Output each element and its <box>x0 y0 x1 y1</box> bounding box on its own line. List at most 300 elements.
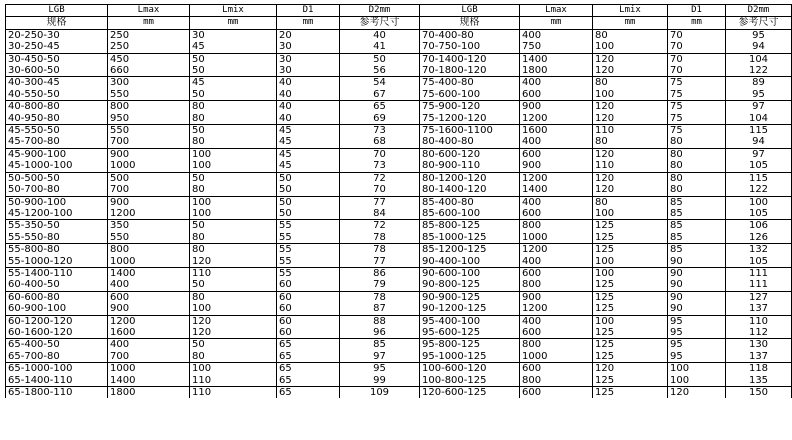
cell-lmax-left: 660 <box>108 65 190 77</box>
cell-lmax-right: 1400 <box>520 53 593 65</box>
cell-d1-left: 30 <box>277 41 340 53</box>
cell-d1-right: 90 <box>668 291 726 303</box>
cell-lgb-right: 90-900-125 <box>420 291 520 303</box>
cell-lmax-right: 1200 <box>520 113 593 125</box>
cell-lmix-left: 100 <box>190 196 277 208</box>
cell-lmax-left: 800 <box>108 101 190 113</box>
cell-lmax-right: 600 <box>520 148 593 160</box>
table-row <box>6 351 792 363</box>
cell-d1-left: 40 <box>277 89 340 101</box>
cell-lmix-left: 80 <box>190 136 277 148</box>
table-row <box>6 125 792 137</box>
table-row <box>6 136 792 148</box>
header-unit-lmix-right: mm <box>593 17 668 29</box>
cell-d2-left: 40 <box>340 29 420 41</box>
header-unit-lgb-left: 规格 <box>6 17 108 29</box>
header-lmix-right: Lmix <box>593 5 668 17</box>
cell-d2-right: 104 <box>726 113 792 125</box>
cell-lmix-left: 120 <box>190 256 277 268</box>
cell-lmax-left: 550 <box>108 125 190 137</box>
header-unit-lgb-right: 规格 <box>420 17 520 29</box>
cell-d2-left: 86 <box>340 267 420 279</box>
cell-lmix-left: 80 <box>190 101 277 113</box>
cell-lmax-left: 900 <box>108 303 190 315</box>
cell-lmix-right: 100 <box>593 89 668 101</box>
cell-d1-left: 50 <box>277 196 340 208</box>
cell-lmax-right: 800 <box>520 279 593 291</box>
cell-lmax-left: 1800 <box>108 387 190 399</box>
cell-lgb-right: 90-800-125 <box>420 279 520 291</box>
table-row <box>6 220 792 232</box>
header-lgb-left: LGB <box>6 5 108 17</box>
header-unit-lmix-left: mm <box>190 17 277 29</box>
table-row <box>6 53 792 65</box>
cell-lmax-left: 350 <box>108 220 190 232</box>
cell-lmix-right: 125 <box>593 375 668 387</box>
cell-lgb-right: 70-1400-120 <box>420 53 520 65</box>
cell-lgb-left: 40-550-50 <box>6 89 108 101</box>
cell-lgb-right: 75-900-120 <box>420 101 520 113</box>
cell-d2-right: 100 <box>726 196 792 208</box>
cell-lmax-right: 900 <box>520 291 593 303</box>
cell-d1-left: 60 <box>277 303 340 315</box>
cell-d1-right: 75 <box>668 89 726 101</box>
cell-d1-left: 40 <box>277 113 340 125</box>
cell-lmix-right: 125 <box>593 220 668 232</box>
cell-d2-right: 137 <box>726 303 792 315</box>
cell-lgb-left: 30-250-45 <box>6 41 108 53</box>
cell-d1-left: 60 <box>277 315 340 327</box>
cell-d2-right: 126 <box>726 232 792 244</box>
table-row <box>6 208 792 220</box>
cell-lmax-left: 300 <box>108 77 190 89</box>
table-row <box>6 291 792 303</box>
cell-lmix-left: 30 <box>190 29 277 41</box>
table-row <box>6 315 792 327</box>
cell-lmix-left: 50 <box>190 339 277 351</box>
cell-d1-right: 80 <box>668 160 726 172</box>
cell-d2-left: 99 <box>340 375 420 387</box>
cell-lmax-right: 400 <box>520 196 593 208</box>
cell-lmix-right: 120 <box>593 363 668 375</box>
cell-d2-left: 67 <box>340 89 420 101</box>
cell-d2-right: 97 <box>726 101 792 113</box>
cell-lgb-right: 80-600-120 <box>420 148 520 160</box>
cell-lmax-right: 400 <box>520 315 593 327</box>
cell-lmax-right: 900 <box>520 160 593 172</box>
cell-lgb-left: 50-900-100 <box>6 196 108 208</box>
cell-d1-left: 65 <box>277 339 340 351</box>
cell-d2-right: 115 <box>726 125 792 137</box>
cell-lgb-right: 85-400-80 <box>420 196 520 208</box>
spec-table-container <box>5 4 779 398</box>
cell-d2-left: 95 <box>340 363 420 375</box>
cell-d1-left: 55 <box>277 232 340 244</box>
cell-d1-left: 45 <box>277 148 340 160</box>
cell-d2-right: 135 <box>726 375 792 387</box>
table-header <box>6 5 792 30</box>
cell-d2-right: 122 <box>726 184 792 196</box>
cell-d1-right: 70 <box>668 29 726 41</box>
table-row <box>6 148 792 160</box>
cell-lmix-right: 80 <box>593 77 668 89</box>
cell-lmax-right: 1200 <box>520 244 593 256</box>
cell-lmax-right: 600 <box>520 363 593 375</box>
cell-d1-right: 95 <box>668 351 726 363</box>
cell-d1-right: 75 <box>668 77 726 89</box>
cell-lmax-right: 1800 <box>520 65 593 77</box>
cell-d2-left: 78 <box>340 291 420 303</box>
cell-d2-left: 96 <box>340 327 420 339</box>
cell-d1-left: 40 <box>277 77 340 89</box>
cell-lgb-right: 90-400-100 <box>420 256 520 268</box>
cell-d2-right: 115 <box>726 172 792 184</box>
cell-lgb-right: 95-400-100 <box>420 315 520 327</box>
cell-d1-left: 60 <box>277 291 340 303</box>
header-lmax-right: Lmax <box>520 5 593 17</box>
cell-lmix-left: 100 <box>190 363 277 375</box>
cell-d1-right: 90 <box>668 256 726 268</box>
cell-lmix-left: 80 <box>190 184 277 196</box>
cell-lgb-left: 60-400-50 <box>6 279 108 291</box>
cell-lmix-left: 50 <box>190 172 277 184</box>
table-row <box>6 113 792 125</box>
cell-lgb-left: 50-700-80 <box>6 184 108 196</box>
cell-d1-left: 40 <box>277 101 340 113</box>
table-row <box>6 89 792 101</box>
table-row <box>6 244 792 256</box>
cell-d2-left: 72 <box>340 220 420 232</box>
cell-lmax-right: 400 <box>520 136 593 148</box>
cell-d2-left: 79 <box>340 279 420 291</box>
cell-lmax-left: 1000 <box>108 160 190 172</box>
cell-d1-left: 55 <box>277 256 340 268</box>
cell-d2-left: 84 <box>340 208 420 220</box>
cell-lmax-left: 550 <box>108 232 190 244</box>
cell-d1-left: 45 <box>277 136 340 148</box>
header-unit-d2-left: 参考尺寸 <box>340 17 420 29</box>
cell-lgb-left: 65-1000-100 <box>6 363 108 375</box>
cell-d2-right: 95 <box>726 89 792 101</box>
cell-d1-left: 20 <box>277 29 340 41</box>
cell-d1-right: 90 <box>668 279 726 291</box>
cell-lmax-right: 800 <box>520 220 593 232</box>
cell-lgb-right: 85-800-125 <box>420 220 520 232</box>
table-row <box>6 256 792 268</box>
table-row <box>6 232 792 244</box>
cell-d2-right: 111 <box>726 279 792 291</box>
cell-lmax-right: 1200 <box>520 172 593 184</box>
cell-d2-left: 87 <box>340 303 420 315</box>
cell-d2-right: 110 <box>726 315 792 327</box>
cell-lgb-left: 40-800-80 <box>6 101 108 113</box>
cell-lmix-right: 120 <box>593 184 668 196</box>
cell-lmax-right: 800 <box>520 375 593 387</box>
cell-lmix-left: 110 <box>190 375 277 387</box>
table-body <box>6 29 792 398</box>
cell-lmix-right: 125 <box>593 339 668 351</box>
cell-d2-right: 95 <box>726 29 792 41</box>
header-lgb-right: LGB <box>420 5 520 17</box>
cell-lmax-right: 600 <box>520 208 593 220</box>
cell-lmix-left: 100 <box>190 303 277 315</box>
cell-lmax-left: 800 <box>108 244 190 256</box>
cell-lmix-left: 50 <box>190 53 277 65</box>
cell-lgb-left: 40-950-80 <box>6 113 108 125</box>
header-unit-lmax-left: mm <box>108 17 190 29</box>
cell-lmix-left: 80 <box>190 291 277 303</box>
header-d2-left: D2mm <box>340 5 420 17</box>
cell-lgb-left: 30-600-50 <box>6 65 108 77</box>
cell-d1-right: 70 <box>668 41 726 53</box>
cell-d2-right: 105 <box>726 160 792 172</box>
table-row <box>6 363 792 375</box>
cell-lgb-right: 80-1200-120 <box>420 172 520 184</box>
header-d1-right: D1 <box>668 5 726 17</box>
cell-lgb-right: 120-600-125 <box>420 387 520 399</box>
cell-lgb-right: 100-600-120 <box>420 363 520 375</box>
cell-lmax-right: 600 <box>520 387 593 399</box>
cell-lgb-left: 60-1200-120 <box>6 315 108 327</box>
cell-lmix-right: 125 <box>593 387 668 399</box>
cell-d2-left: 70 <box>340 184 420 196</box>
cell-lmix-right: 120 <box>593 101 668 113</box>
cell-lmix-left: 50 <box>190 65 277 77</box>
cell-lmix-left: 45 <box>190 77 277 89</box>
cell-lmax-right: 1000 <box>520 232 593 244</box>
cell-lgb-right: 85-600-100 <box>420 208 520 220</box>
cell-lmix-left: 45 <box>190 41 277 53</box>
cell-d1-right: 80 <box>668 184 726 196</box>
cell-lgb-left: 55-800-80 <box>6 244 108 256</box>
cell-d2-right: 111 <box>726 267 792 279</box>
cell-d2-right: 112 <box>726 327 792 339</box>
cell-lmix-right: 120 <box>593 148 668 160</box>
cell-d1-left: 50 <box>277 208 340 220</box>
cell-lmix-left: 120 <box>190 315 277 327</box>
cell-d2-right: 130 <box>726 339 792 351</box>
cell-d1-right: 75 <box>668 125 726 137</box>
cell-lgb-left: 55-1400-110 <box>6 267 108 279</box>
cell-d1-right: 80 <box>668 136 726 148</box>
cell-lgb-left: 65-700-80 <box>6 351 108 363</box>
cell-d2-left: 78 <box>340 232 420 244</box>
cell-lgb-right: 90-1200-125 <box>420 303 520 315</box>
cell-d2-right: 137 <box>726 351 792 363</box>
cell-d1-left: 45 <box>277 125 340 137</box>
cell-d2-right: 94 <box>726 136 792 148</box>
header-unit-d2-right: 参考尺寸 <box>726 17 792 29</box>
table-row <box>6 65 792 77</box>
cell-lmix-left: 100 <box>190 208 277 220</box>
cell-d1-left: 60 <box>277 279 340 291</box>
cell-lmax-left: 600 <box>108 291 190 303</box>
cell-lmix-right: 125 <box>593 279 668 291</box>
table-row <box>6 77 792 89</box>
cell-lmax-left: 1400 <box>108 267 190 279</box>
header-unit-d1-right: mm <box>668 17 726 29</box>
cell-d2-left: 73 <box>340 160 420 172</box>
cell-lmax-left: 700 <box>108 184 190 196</box>
cell-lgb-left: 45-900-100 <box>6 148 108 160</box>
cell-lmix-left: 80 <box>190 244 277 256</box>
table-row <box>6 387 792 399</box>
cell-lmix-left: 100 <box>190 148 277 160</box>
cell-lmix-right: 120 <box>593 172 668 184</box>
cell-lgb-left: 45-1000-100 <box>6 160 108 172</box>
cell-lgb-left: 55-550-80 <box>6 232 108 244</box>
cell-d1-right: 75 <box>668 113 726 125</box>
header-d2-right: D2mm <box>726 5 792 17</box>
cell-lmax-left: 1400 <box>108 375 190 387</box>
cell-lgb-right: 80-400-80 <box>420 136 520 148</box>
cell-lmix-right: 125 <box>593 291 668 303</box>
header-row-labels <box>6 5 792 17</box>
cell-lmix-right: 125 <box>593 303 668 315</box>
cell-d1-left: 65 <box>277 375 340 387</box>
cell-lgb-left: 65-1800-110 <box>6 387 108 399</box>
cell-lmix-right: 80 <box>593 29 668 41</box>
cell-lgb-left: 20-250-30 <box>6 29 108 41</box>
cell-lgb-right: 90-600-100 <box>420 267 520 279</box>
cell-lmax-left: 400 <box>108 279 190 291</box>
cell-lmax-right: 1000 <box>520 351 593 363</box>
cell-lmix-left: 50 <box>190 279 277 291</box>
cell-lgb-left: 40-300-45 <box>6 77 108 89</box>
cell-lmix-left: 80 <box>190 113 277 125</box>
cell-d2-left: 88 <box>340 315 420 327</box>
table-row <box>6 303 792 315</box>
cell-d2-right: 89 <box>726 77 792 89</box>
cell-lgb-left: 60-600-80 <box>6 291 108 303</box>
cell-lmix-right: 80 <box>593 196 668 208</box>
cell-d1-right: 90 <box>668 303 726 315</box>
header-unit-d1-left: mm <box>277 17 340 29</box>
cell-d1-left: 55 <box>277 220 340 232</box>
cell-d1-right: 85 <box>668 244 726 256</box>
cell-lgb-left: 45-1200-100 <box>6 208 108 220</box>
cell-d1-right: 95 <box>668 315 726 327</box>
cell-lmax-left: 250 <box>108 41 190 53</box>
cell-d1-right: 100 <box>668 363 726 375</box>
cell-d1-left: 65 <box>277 387 340 399</box>
cell-lgb-right: 75-600-100 <box>420 89 520 101</box>
cell-lmix-right: 120 <box>593 113 668 125</box>
cell-d1-left: 50 <box>277 172 340 184</box>
cell-d1-right: 95 <box>668 339 726 351</box>
cell-lmax-left: 1600 <box>108 327 190 339</box>
cell-d1-left: 65 <box>277 363 340 375</box>
cell-d1-right: 85 <box>668 220 726 232</box>
cell-lgb-right: 70-1800-120 <box>420 65 520 77</box>
cell-lgb-right: 75-1200-120 <box>420 113 520 125</box>
cell-lgb-left: 55-1000-120 <box>6 256 108 268</box>
cell-lmax-left: 500 <box>108 172 190 184</box>
cell-lgb-right: 85-1000-125 <box>420 232 520 244</box>
cell-d1-left: 30 <box>277 53 340 65</box>
cell-lgb-right: 75-400-80 <box>420 77 520 89</box>
cell-d1-left: 30 <box>277 65 340 77</box>
cell-lgb-right: 70-750-100 <box>420 41 520 53</box>
cell-d2-left: 78 <box>340 244 420 256</box>
table-row <box>6 29 792 41</box>
table-row <box>6 196 792 208</box>
cell-d1-right: 95 <box>668 327 726 339</box>
cell-lmax-right: 1400 <box>520 184 593 196</box>
spec-table <box>5 4 792 398</box>
cell-d2-left: 77 <box>340 256 420 268</box>
cell-d1-right: 85 <box>668 208 726 220</box>
cell-lmax-left: 900 <box>108 148 190 160</box>
cell-d1-right: 90 <box>668 267 726 279</box>
cell-lmax-right: 600 <box>520 267 593 279</box>
cell-lgb-right: 80-900-110 <box>420 160 520 172</box>
table-row <box>6 327 792 339</box>
cell-lmix-left: 50 <box>190 125 277 137</box>
cell-lmix-right: 125 <box>593 327 668 339</box>
cell-lmax-left: 450 <box>108 53 190 65</box>
cell-d1-left: 60 <box>277 327 340 339</box>
cell-lmix-right: 100 <box>593 41 668 53</box>
cell-d2-right: 127 <box>726 291 792 303</box>
cell-lmax-left: 1200 <box>108 208 190 220</box>
table-row <box>6 172 792 184</box>
table-row <box>6 184 792 196</box>
cell-lmix-right: 100 <box>593 315 668 327</box>
cell-d2-left: 97 <box>340 351 420 363</box>
cell-lmix-right: 125 <box>593 351 668 363</box>
cell-lmax-right: 750 <box>520 41 593 53</box>
cell-lmax-right: 600 <box>520 327 593 339</box>
cell-lgb-left: 45-700-80 <box>6 136 108 148</box>
cell-lmax-right: 400 <box>520 256 593 268</box>
cell-lgb-left: 50-500-50 <box>6 172 108 184</box>
cell-lmix-right: 100 <box>593 267 668 279</box>
cell-d1-right: 85 <box>668 196 726 208</box>
cell-lmix-right: 80 <box>593 136 668 148</box>
cell-lgb-right: 100-800-125 <box>420 375 520 387</box>
cell-d1-right: 80 <box>668 172 726 184</box>
cell-lgb-right: 95-600-125 <box>420 327 520 339</box>
cell-lgb-left: 65-1400-110 <box>6 375 108 387</box>
cell-lmax-left: 1000 <box>108 363 190 375</box>
cell-d1-left: 45 <box>277 160 340 172</box>
cell-d1-right: 80 <box>668 148 726 160</box>
table-row <box>6 267 792 279</box>
cell-lmix-right: 120 <box>593 53 668 65</box>
cell-d1-right: 85 <box>668 232 726 244</box>
table-row <box>6 101 792 113</box>
cell-d1-left: 50 <box>277 184 340 196</box>
cell-lgb-right: 75-1600-1100 <box>420 125 520 137</box>
cell-lmix-right: 110 <box>593 125 668 137</box>
cell-lmax-right: 600 <box>520 89 593 101</box>
table-row <box>6 279 792 291</box>
cell-lgb-left: 60-900-100 <box>6 303 108 315</box>
header-unit-lmax-right: mm <box>520 17 593 29</box>
cell-lmix-right: 125 <box>593 232 668 244</box>
cell-d1-right: 70 <box>668 53 726 65</box>
cell-lmax-left: 900 <box>108 196 190 208</box>
cell-lmax-right: 1200 <box>520 303 593 315</box>
cell-lmix-right: 125 <box>593 244 668 256</box>
cell-lmax-right: 400 <box>520 77 593 89</box>
cell-lgb-right: 95-800-125 <box>420 339 520 351</box>
cell-d1-left: 65 <box>277 351 340 363</box>
cell-d1-left: 55 <box>277 244 340 256</box>
cell-lmix-left: 50 <box>190 220 277 232</box>
cell-d2-right: 105 <box>726 208 792 220</box>
